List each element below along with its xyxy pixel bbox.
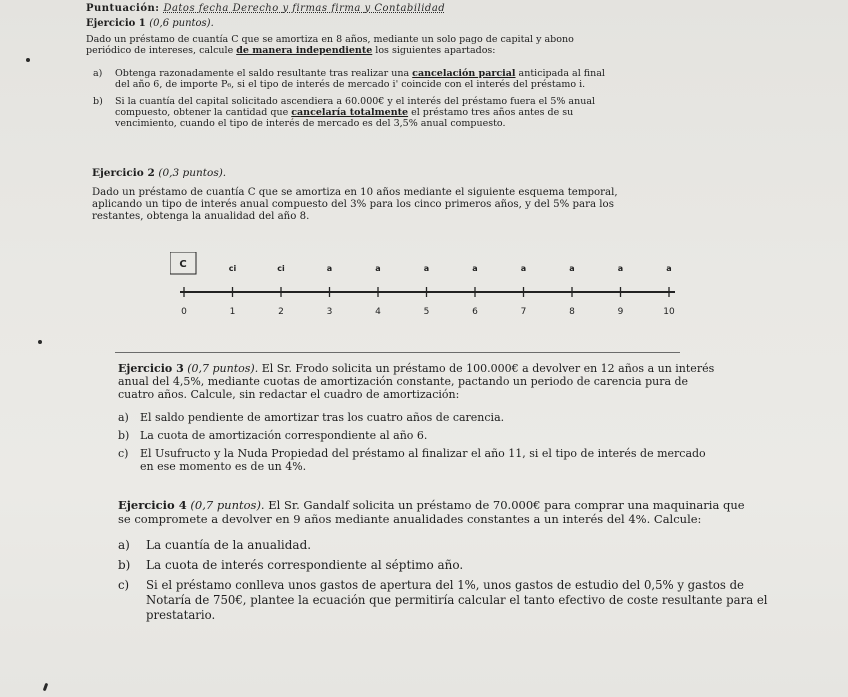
timeline-period-label: 8 bbox=[569, 307, 575, 317]
item-label: b) bbox=[118, 429, 130, 442]
timeline-period-label: 10 bbox=[663, 307, 675, 317]
item-text: compuesto, obtener la cantidad que bbox=[115, 107, 292, 119]
ex2-timeline bbox=[170, 252, 680, 322]
timeline-period-label: 4 bbox=[375, 307, 381, 317]
item-label: b) bbox=[118, 558, 131, 572]
item-text: Obtenga razonadamente el saldo resultante tras realizar una bbox=[115, 68, 413, 79]
ex2-title bbox=[92, 167, 226, 179]
ex2-line: restantes, obtenga la anualidad del año 8. bbox=[92, 211, 310, 223]
item-label: a) bbox=[93, 68, 103, 79]
divider bbox=[115, 352, 680, 353]
ex3-text: El Sr. Frodo solicita un préstamo de 100.000€ a devolver en 12 años a un interés bbox=[261, 362, 715, 375]
timeline-payment-label: a bbox=[666, 264, 672, 273]
timeline-period-label: 3 bbox=[326, 307, 333, 317]
ex4-item-b bbox=[118, 558, 463, 572]
margin-mark bbox=[43, 683, 49, 692]
ex3-item-b bbox=[118, 430, 427, 443]
timeline-payment-label: a bbox=[423, 264, 430, 273]
ex1-intro-text: periódico de intereses, calcule bbox=[86, 45, 237, 57]
timeline-payment-label: a bbox=[569, 264, 575, 273]
item-label: a) bbox=[118, 411, 129, 424]
timeline-payment-label: a bbox=[326, 264, 333, 273]
timeline-payment-label: a bbox=[617, 264, 624, 273]
timeline-payment-label: a bbox=[472, 264, 478, 273]
ex4-points: (0,7 puntos). bbox=[190, 498, 265, 512]
ex1-intro-text: los siguientes apartados: bbox=[372, 45, 496, 57]
ex4-line bbox=[118, 499, 745, 513]
item-underlined: cancelación parcial bbox=[412, 68, 516, 79]
ex3-line: cuatro años. Calcule, sin redactar el cuadro de amortización: bbox=[118, 387, 460, 401]
timeline-period-label: 1 bbox=[229, 307, 236, 317]
item-text: Si el préstamo conlleva unos gastos de apertura del 1%, unos gastos de estudio del 0,5% y gastos de bbox=[146, 578, 744, 592]
header bbox=[86, 3, 445, 14]
ex2-title-text: Ejercicio 2 bbox=[92, 167, 155, 179]
item-text: El Usufructo y la Nuda Propiedad del préstamo al finalizar el año 11, si el tipo de interés de mercado bbox=[140, 447, 706, 460]
item-text: vencimiento, cuando el tipo de interés de mercado es del 3,5% anual compuesto. bbox=[115, 118, 506, 130]
ex2-body bbox=[92, 187, 618, 223]
ex1-intro-line: Dado un préstamo de cuantía C que se amortiza en 8 años, mediante un solo pago de capital y abono bbox=[86, 34, 574, 45]
ex4-item-c bbox=[118, 578, 768, 624]
ex1-item-a bbox=[93, 68, 605, 90]
item-text: La cuota de amortización correspondiente al año 6. bbox=[140, 429, 428, 442]
timeline-period-labels bbox=[181, 307, 675, 317]
timeline-box-label: C bbox=[179, 259, 187, 270]
margin-mark bbox=[38, 340, 42, 344]
item-text: anticipada al final bbox=[515, 68, 605, 79]
ex2-line: Dado un préstamo de cuantía C que se amortiza en 10 años mediante el siguiente esquema temporal, bbox=[92, 187, 618, 198]
ex3-line: anual del 4,5%, mediante cuotas de amortización constante, pactando un periodo de carencia pura de bbox=[118, 374, 689, 388]
ex1-intro-underlined: de manera independiente bbox=[236, 45, 373, 57]
item-label: c) bbox=[118, 447, 129, 460]
timeline-top-labels bbox=[229, 264, 672, 273]
ex4-item-a bbox=[118, 538, 311, 552]
ex1-item-b bbox=[93, 96, 595, 130]
item-underlined: cancelaría totalmente bbox=[291, 107, 409, 119]
ex2-line: aplicando un tipo de interés anual compuesto del 3% para los cinco primeros años, y del 5% para los bbox=[92, 199, 614, 211]
ex3-body bbox=[118, 363, 714, 402]
ex1-points: (0,6 puntos). bbox=[149, 18, 214, 29]
ex1-intro-line bbox=[86, 45, 574, 56]
timeline-payment-label: ci bbox=[277, 264, 285, 273]
ex3-title-text: Ejercicio 3 bbox=[118, 362, 184, 375]
timeline-period-label: 9 bbox=[617, 307, 624, 317]
ex1-title bbox=[86, 18, 214, 29]
ex1-intro bbox=[86, 34, 574, 56]
item-text: prestatario. bbox=[146, 608, 216, 623]
ex3-item-a bbox=[118, 412, 504, 425]
timeline-period-label: 5 bbox=[423, 307, 430, 317]
item-text: La cuota de interés correspondiente al séptimo año. bbox=[146, 558, 464, 572]
timeline-period-label: 6 bbox=[472, 307, 478, 317]
item-label: b) bbox=[93, 96, 103, 107]
item-text: Notaría de 750€, plantee la ecuación que permitiría calcular el tanto efectivo de coste resultante para el bbox=[146, 593, 768, 608]
ex3-item-c bbox=[118, 448, 706, 474]
timeline-payment-label: a bbox=[375, 264, 381, 273]
item-text: del año 6, de importe P₆, si el tipo de interés de mercado i' coincide con el interés del préstamo i. bbox=[115, 79, 586, 91]
margin-mark bbox=[26, 58, 30, 62]
timeline-period-label: 7 bbox=[520, 307, 527, 317]
item-text: Si la cuantía del capital solicitado ascendiera a 60.000€ y el interés del préstamo fuera el 5% anual bbox=[115, 96, 596, 107]
timeline-payment-label: ci bbox=[228, 264, 237, 273]
item-text: en ese momento es de un 4%. bbox=[140, 459, 307, 473]
timeline-period-label: 0 bbox=[181, 307, 187, 317]
item-label: a) bbox=[118, 538, 130, 552]
header-label: Puntuación: bbox=[86, 3, 160, 14]
item-text: La cuantía de la anualidad. bbox=[146, 538, 312, 552]
item-text: El saldo pendiente de amortizar tras los cuatro años de carencia. bbox=[140, 411, 505, 424]
ex2-points: (0,3 puntos). bbox=[158, 167, 227, 179]
ex4-text: El Sr. Gandalf solicita un préstamo de 70.000€ para comprar una maquinaria que bbox=[268, 498, 745, 512]
ex3-points: (0,7 puntos). bbox=[187, 362, 259, 375]
item-text: el préstamo tres años antes de su bbox=[408, 107, 574, 119]
ex4-body bbox=[118, 499, 745, 526]
ex1-title-text: Ejercicio 1 bbox=[86, 18, 146, 29]
timeline-period-label: 2 bbox=[278, 307, 284, 317]
timeline-payment-label: a bbox=[520, 264, 527, 273]
ex4-line: se compromete a devolver en 9 años mediante anualidades constantes a un interés del 4%. Calcule: bbox=[118, 511, 702, 526]
header-handwriting: Datos fecha Derecho y firmas firma y Contabilidad bbox=[163, 3, 446, 14]
item-label: c) bbox=[118, 578, 130, 592]
ex4-title-text: Ejercicio 4 bbox=[118, 498, 187, 512]
